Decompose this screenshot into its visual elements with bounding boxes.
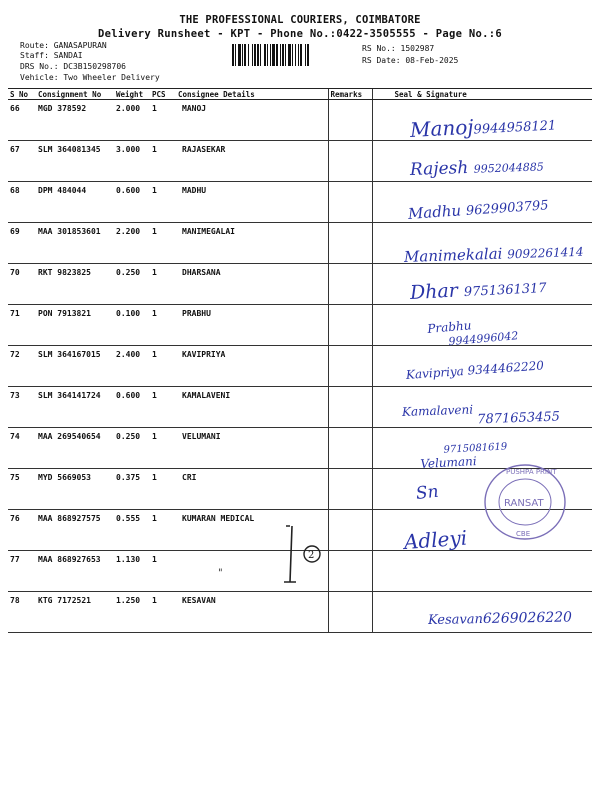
row-remarks [328, 469, 372, 510]
row-weight: 2.400 [114, 346, 150, 387]
row-weight: 0.600 [114, 387, 150, 428]
row-consignment: SLM 364141724 [36, 387, 114, 428]
barcode [230, 44, 358, 66]
row-weight: 0.555 [114, 510, 150, 551]
row-remarks [328, 223, 372, 264]
row-sno: 72 [8, 346, 36, 387]
row-remarks [328, 141, 372, 182]
barcode-bar [248, 44, 249, 66]
col-consignment: Consignment No [36, 89, 114, 100]
row-pcs: 1 [150, 592, 176, 633]
row-weight: 0.375 [114, 469, 150, 510]
row-consignee: MANOJ [176, 100, 328, 141]
row-remarks [328, 387, 372, 428]
barcode-bar [252, 44, 253, 66]
col-pcs: PCS [150, 89, 176, 100]
route-label: Route: GANASAPURAN [20, 41, 107, 50]
barcode-bar [307, 44, 309, 66]
row-pcs: 1 [150, 223, 176, 264]
row-sno: 74 [8, 428, 36, 469]
barcode-bar [270, 44, 271, 66]
barcode-bar [235, 44, 236, 66]
row-weight: 0.250 [114, 428, 150, 469]
row-consignment: DPM 484044 [36, 182, 114, 223]
row-consignment: RKT 9823825 [36, 264, 114, 305]
row-consignee: KAVIPRIYA [176, 346, 328, 387]
barcode-bar [295, 44, 296, 66]
row-pcs: 1 [150, 182, 176, 223]
row-pcs: 1 [150, 387, 176, 428]
row-pcs: 1 [150, 510, 176, 551]
staff-label: Staff: SANDAI [20, 51, 83, 60]
row-consignee: MANIMEGALAI [176, 223, 328, 264]
row-weight: 0.600 [114, 182, 150, 223]
signature-prabhu: Prabhu 9944996042 [426, 318, 519, 349]
vehicle-label: Vehicle: Two Wheeler Delivery [20, 73, 160, 82]
row-sno: 76 [8, 510, 36, 551]
barcode-bar [272, 44, 275, 66]
company-title: THE PROFESSIONAL COURIERS, COIMBATORE [179, 14, 421, 26]
stamp-bottom-text: CBE [516, 530, 531, 538]
row-pcs: 1 [150, 264, 176, 305]
row-remarks [328, 100, 372, 141]
row-consignee: RAJASEKAR [176, 141, 328, 182]
bracket-mark-text: 2 [308, 550, 315, 561]
row-pcs: 1 [150, 346, 176, 387]
row-sno: 78 [8, 592, 36, 633]
signature-madhu: Madhu 9629903795 [407, 198, 550, 223]
signature-kamalaveni: Kamalaveni 7871653455 [401, 402, 561, 428]
row-weight: 2.000 [114, 100, 150, 141]
barcode-bar [280, 44, 281, 66]
row-sno: 68 [8, 182, 36, 223]
row-remarks [328, 428, 372, 469]
table-header-row [8, 89, 592, 100]
row-weight: 1.130 [114, 551, 150, 592]
row-consignee: MADHU [176, 182, 328, 223]
row-consignment: SLM 364167015 [36, 346, 114, 387]
stamp-top-text: PUSHPA PRINT [506, 468, 557, 476]
signature-kumaran: Adleyi [403, 525, 468, 554]
rs-date: RS Date: 08-Feb-2025 [362, 56, 459, 65]
col-remarks: Remarks [328, 89, 372, 100]
row-remarks [328, 182, 372, 223]
row-remarks [328, 346, 372, 387]
barcode-bar [264, 44, 266, 66]
seal-stamp [482, 462, 568, 542]
signature-kavipriya: Kavipriya 9344462220 [405, 358, 545, 382]
barcode-bar [285, 44, 286, 66]
row-consignee: KUMARAN MEDICAL [176, 510, 328, 551]
row-consignment: MYD 5669053 [36, 469, 114, 510]
row-weight: 1.250 [114, 592, 150, 633]
row-consignment: PON 7913821 [36, 305, 114, 346]
drs-number: DRS No.: DC3B150298706 [20, 62, 126, 71]
barcode-bar [305, 44, 306, 66]
row-consignment: MAA 868927653 [36, 551, 114, 592]
col-weight: Weight [114, 89, 150, 100]
barcode-bar [292, 44, 293, 66]
barcode-bar [232, 44, 234, 66]
row-sno: 66 [8, 100, 36, 141]
barcode-bar [267, 44, 268, 66]
row-sno: 77 [8, 551, 36, 592]
row-consignment: SLM 364081345 [36, 141, 114, 182]
signature-kesavan: Kesavan6269026220 [427, 609, 573, 628]
tick-mark: " [218, 568, 223, 579]
row-consignment: MAA 269540654 [36, 428, 114, 469]
row-consignment: MAA 301853601 [36, 223, 114, 264]
barcode-bar [300, 44, 302, 66]
barcode-bar [288, 44, 291, 66]
barcode-bar [298, 44, 299, 66]
barcode-bar [244, 44, 246, 66]
row-consignee: DHARSANA [176, 264, 328, 305]
row-pcs: 1 [150, 141, 176, 182]
row-sno: 67 [8, 141, 36, 182]
row-pcs: 1 [150, 551, 176, 592]
barcode-bar [254, 44, 256, 66]
row-consignee: CRI [176, 469, 328, 510]
signature-velumani: 9715081619 Velumani [420, 441, 508, 471]
row-consignment: MGD 378592 [36, 100, 114, 141]
barcode-bar [260, 44, 261, 66]
col-consignee: Consignee Details [176, 89, 328, 100]
row-pcs: 1 [150, 469, 176, 510]
row-sno: 69 [8, 223, 36, 264]
row-remarks [328, 305, 372, 346]
barcode-bar [276, 44, 278, 66]
row-remarks [328, 264, 372, 305]
row-consignee: KESAVAN [176, 592, 328, 633]
signature-dhar: Dhar 9751361317 [409, 279, 547, 304]
barcode-bar [238, 44, 241, 66]
row-sno: 75 [8, 469, 36, 510]
stamp-center-text: RANSAT [504, 498, 544, 509]
rs-number: RS No.: 1502987 [362, 44, 435, 53]
barcode-bar [257, 44, 259, 66]
signature-manimekalai: Manimekalai 9092261414 [403, 244, 584, 266]
row-sno: 70 [8, 264, 36, 305]
row-pcs: 1 [150, 305, 176, 346]
barcode-bar [282, 44, 284, 66]
row-remarks [328, 592, 372, 633]
bracket-annotation [218, 520, 342, 590]
col-signature: Seal & Signature [372, 89, 592, 100]
row-weight: 0.100 [114, 305, 150, 346]
row-weight: 0.250 [114, 264, 150, 305]
col-sno: S No [8, 89, 36, 100]
row-consignment: MAA 868927575 [36, 510, 114, 551]
row-pcs: 1 [150, 428, 176, 469]
row-consignment: KTG 7172521 [36, 592, 114, 633]
row-sno: 71 [8, 305, 36, 346]
row-sno: 73 [8, 387, 36, 428]
row-weight: 2.200 [114, 223, 150, 264]
signature-rajesh: Rajesh 9952044885 [409, 157, 544, 180]
runsheet-subtitle: Delivery Runsheet - KPT - Phone No.:0422-3505555 - Page No.:6 [98, 28, 502, 40]
signature-cri: Sn [414, 481, 440, 504]
row-consignee: VELUMANI [176, 428, 328, 469]
row-weight: 3.000 [114, 141, 150, 182]
row-consignee: KAMALAVENI [176, 387, 328, 428]
row-pcs: 1 [150, 100, 176, 141]
barcode-bar [242, 44, 243, 66]
row-signature-cell [372, 551, 592, 592]
signature-manoj: Manoj9944958121 [409, 114, 557, 142]
row-consignee: PRABHU [176, 305, 328, 346]
